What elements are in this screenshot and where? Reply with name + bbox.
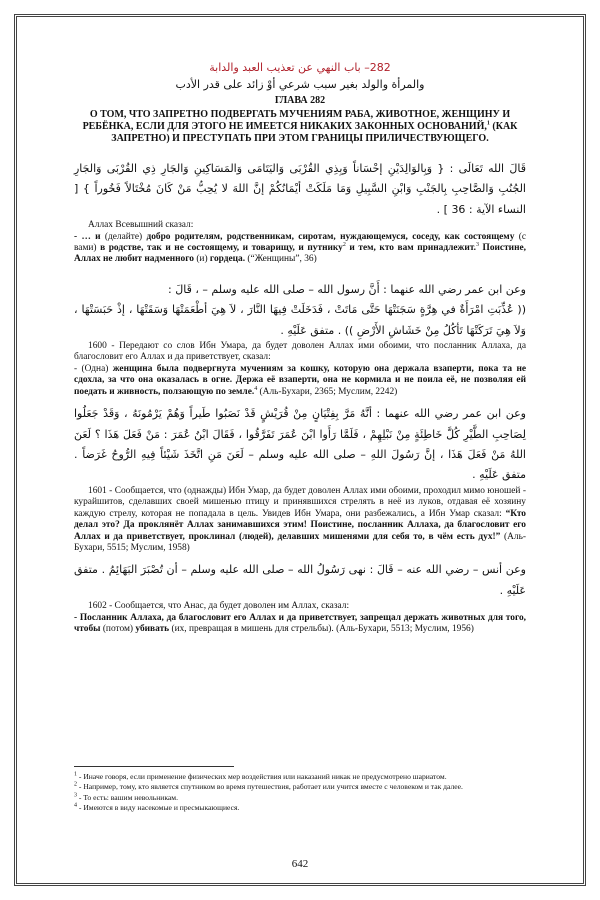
hadith-1602-russian: - Посланник Аллаха, да благословит его Аллах и да приветствует, запрещал держать животных для того, чтобы (потом) убивать (их, превращая в мишень для стрельбы). (Аль-Бухари, 5513; Муслим, 1956) xyxy=(74,612,526,635)
footnote-item: $^3$ - То есть: вашим невольникам. xyxy=(74,792,178,802)
quran-verse-arabic: قَالَ الله تَعَالَى : { وَبِالوَالِدَيْنِ إحْسَاناً وَبِذِي القُرْبَى وَاليَتَامَى وَالمَسَاكِينِ وَالجَارِ ذِي القُرْبَى وَالجَارِ الجُنُبِ وَالصَّاحِبِ بِالجَنْبِ وَابْنِ السَّبِيلِ وَمَا مَلَكَتْ أيْمَانُكُمْ إنَّ اللهَ لا يُحِبُّ مَنْ كَانَ مُخْتَالاً فَخُوراً } [ النساء الآية : 36 ] . xyxy=(74,162,526,216)
footnote-ref: 2 xyxy=(342,241,346,248)
page-number: 642 xyxy=(291,858,309,870)
hadith-1600-intro: 1600 - Передают со слов Ибн Умара, да будет доволен Аллах ими обоими, что посланник Аллаха, да благословит его Аллах и да приветствует, сказал: xyxy=(74,340,526,363)
quran-intro: Аллах Всевышний сказал: xyxy=(88,220,194,231)
quran-verse-russian: - … и (делайте) добро родителям, родственникам, сиротам, нуждающемуся, соседу, как состоящему (с вами) в родстве, так и не состоящему, и товарищу, и путнику$^2$ и тем, кто вам принадлежит.$^3$ Поистине, Аллах не любит надменного (и) гордеца. (“Женщины”, 36) xyxy=(74,231,526,265)
russian-chapter-title: О ТОМ, ЧТО ЗАПРЕТНО ПОДВЕРГАТЬ МУЧЕНИЯМ РАБА, ЖИВОТНОЕ, ЖЕНЩИНУ И РЕБЁНКА, ЕСЛИ ДЛЯ ЭТОГО НЕ ИМЕЕТСЯ НИКАКИХ ЗАКОННЫХ ОСНОВАНИЙ,$^1$ (КАК ЗАПРЕТНО) И ПРЕСТУПАТЬ ПРИ ЭТОМ ГРАНИЦЫ ПРИЛИЧЕСТВУЮЩЕГО. xyxy=(82,109,518,144)
arabic-chapter-subtitle: والمرأة والولد بغير سبب شرعي أوْ زائد على قدر الأدب xyxy=(175,77,425,91)
hadith-1600-arabic-text: (( عُذِّبَتِ امْرَأَةٌ في هِرَّةٍ سَجَنَتْهَا حَتَّى مَاتَتْ ، فَدَخَلَتْ فِيهَا النَّارَ ، لاَ هِيَ أطْعَمَتْهَا وَسَقَتْهَا ، إذْ حَبَسَتْهَا ، وَلاَ هِيَ تَرَكَتْهَا تَأكُلُ مِنْ خَشَاشِ الأَرْضِ )) . متفق عَلَيْهِ . xyxy=(74,303,526,337)
footnotes xyxy=(74,772,526,814)
footnote-ref: 3 xyxy=(475,241,479,248)
footnote-ref: 4 xyxy=(254,385,258,392)
page-content xyxy=(74,60,526,636)
footnote-item: $^1$ - Иначе говоря, если применение физических мер воздействия или наказаний никак не предусмотрено шариатом. xyxy=(74,771,447,781)
hadith-1601-russian: 1601 - Сообщается, что (однажды) Ибн Умар, да будет доволен Аллах ими обоими, проходил мимо юношей - курайшитов, сделавших своей мишенью птицу и принявшихся стрелять в неё из луков, отдавая её хозяину каждую стрелу, которая не попадала в цель. Увидев Ибн Умара, они разбежались, а Ибн Умар сказал: “Кто делал это? Да проклянёт Аллах занимавшихся этим! Поистине, посланник Аллаха, да благословит его Аллах и да приветствует, проклинал (людей), делавших мишенями для себя то, в чём есть дух!” (Аль-Бухари, 5515; Муслим, 1958) xyxy=(74,485,526,553)
hadith-1600-arabic-isnad: وعن ابن عمر رضي الله عنهما : أَنَّ رسول الله – صلى الله عليه وسلم – ، قَالَ : xyxy=(168,282,526,296)
chapter-number: ГЛАВА 282 xyxy=(274,95,326,106)
hadith-1602-intro: 1602 - Сообщается, что Анас, да будет доволен им Аллах, сказал: xyxy=(88,601,350,612)
hadith-1601-arabic: وعن ابن عمر رضي الله عنهما : أنَّهُ مَرَّ بِفِتْيَانٍ مِنْ قُرَيْشٍ قَدْ نَصَبُوا طَيراً وَهُمْ يَرْمُونَهُ ، وَقَدْ جَعَلُوا لِصَاحِبِ الطَّيْرِ كُلَّ خَاطِئَةٍ مِنْ نَبْلِهِمْ ، فَلَمَّا رَأَوا ابْنَ عُمَرَ تَفَرَّقُوا ، فَقَالَ ابْنُ عُمَرَ : مَنْ فَعَلَ هَذَا ؟ لَعَنَ اللهُ مَنْ فَعَلَ هَذَا ، إنَّ رَسُولَ اللهِ – صلى الله عليه وسلم – لَعَنَ مَنِ اتَّخَذَ شَيْئاً فِيهِ الرُّوحُ غَرَضاً . متفق عَلَيْهِ . xyxy=(74,407,526,482)
arabic-chapter-title: 282– باب النهي عن تعذيب العبد والدابة xyxy=(209,61,391,74)
hadith-1600-russian: - (Одна) женщина была подвергнута мучениям за кошку, которую она держала взаперти, пока та не сдохла, за что она оказалась в огне. Держа её взаперти, она не кормила и не поила её, не позволяя ей поедать и живность, ползающую по земле.$^4$ (Аль-Бухари, 2365; Муслим, 2242) xyxy=(74,363,527,397)
footnote-divider xyxy=(74,766,234,767)
footnote-ref: 1 xyxy=(486,120,490,127)
hadith-1602-arabic: وعن أنس – رضي الله عنه – قَالَ : نهى رَسُولُ الله – صلى الله عليه وسلم – أن تُصْبَرَ البَهَائِمُ . متفق عَلَيْهِ . xyxy=(74,563,526,597)
footnote-item: $^2$ - Например, тому, кто является спутником во время путешествия, работает или учится вместе с человеком и так далее. xyxy=(74,781,463,792)
footnote-item: $^4$ - Имеются в виду насекомые и пресмыкающиеся. xyxy=(74,802,240,813)
